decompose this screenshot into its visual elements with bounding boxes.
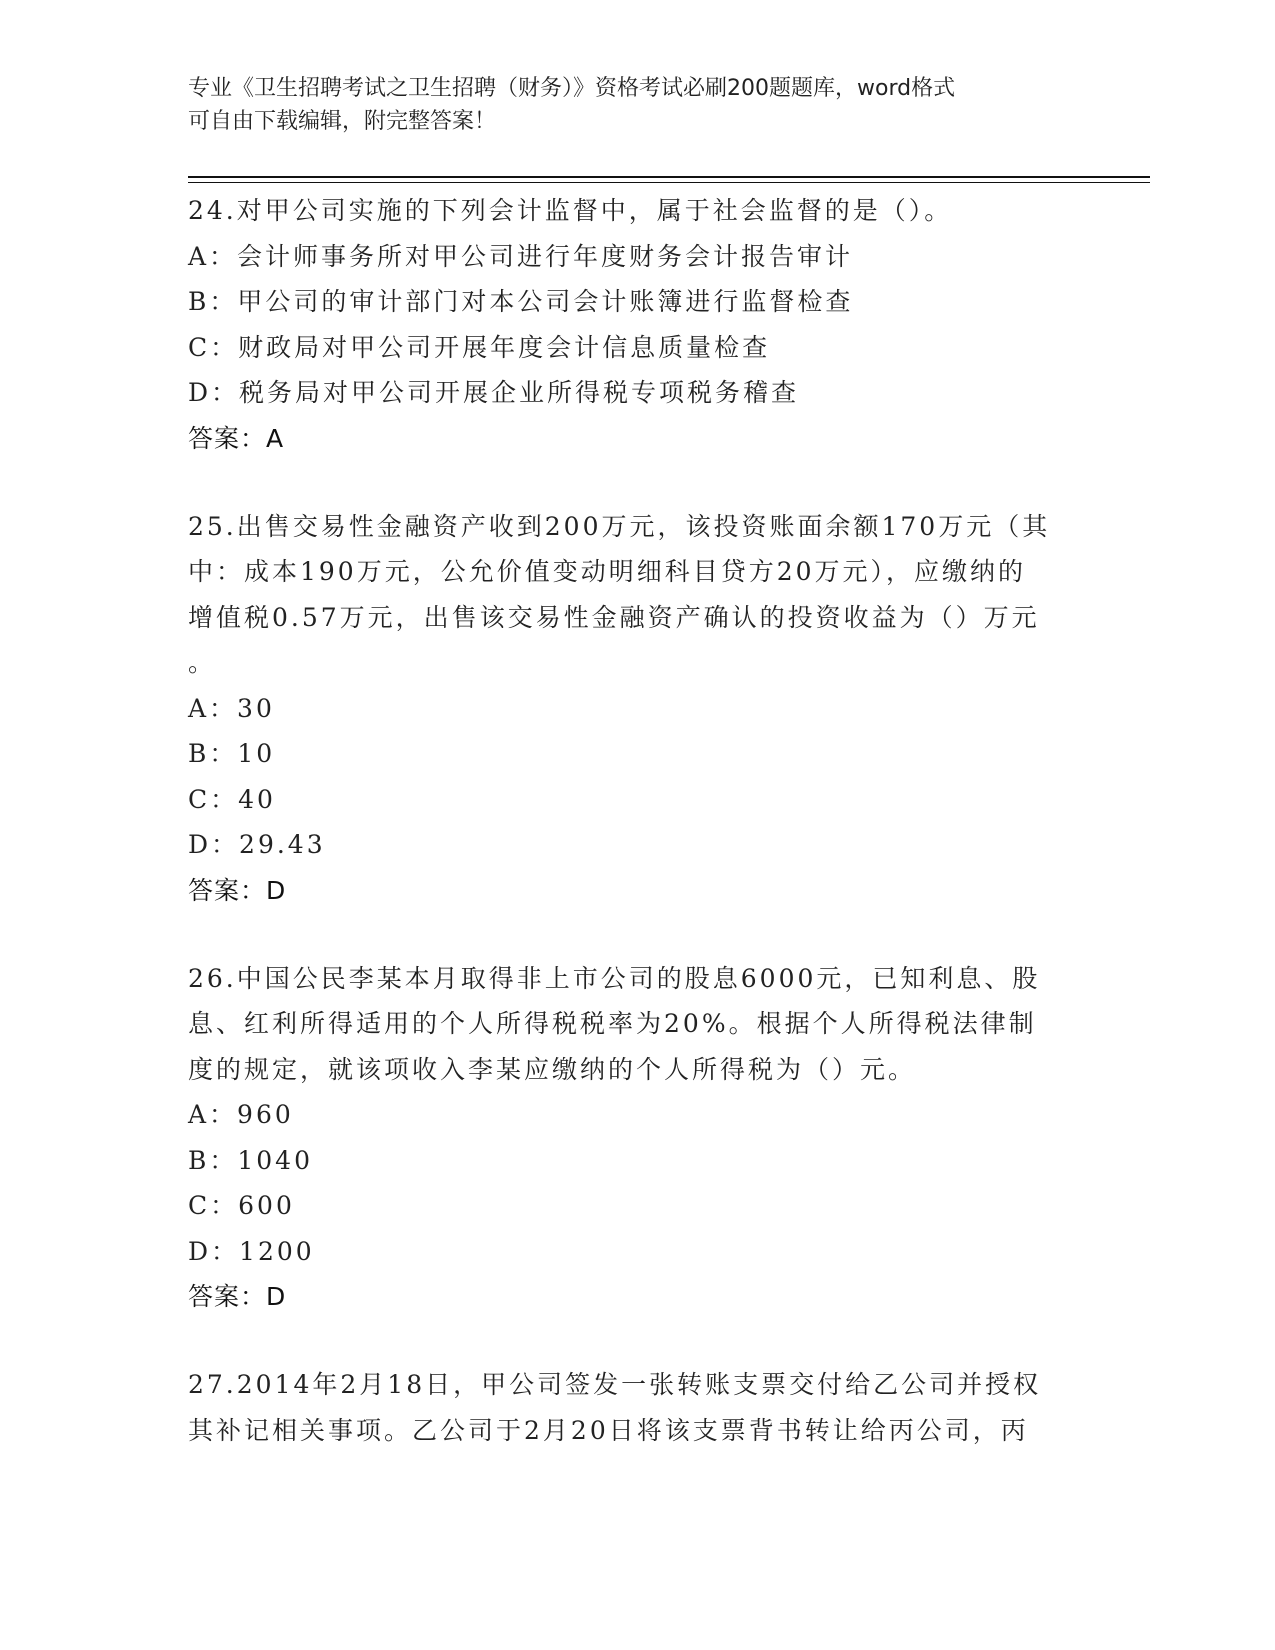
question-text-line: 27.2014年2月18日，甲公司签发一张转账支票交付给乙公司并授权 — [188, 1370, 1042, 1399]
option-d: D：税务局对甲公司开展企业所得税专项税务稽查 — [188, 378, 800, 407]
question-text-line: 度的规定，就该项收入李某应缴纳的个人所得税为（）元。 — [188, 1054, 917, 1084]
option-a: A：会计师事务所对甲公司进行年度财务会计报告审计 — [188, 241, 854, 271]
option-b: B：10 — [188, 739, 276, 768]
question-text-line: 其补记相关事项。乙公司于2月20日将该支票背书转让给丙公司，丙 — [188, 1415, 1029, 1445]
header-line-2: 可自由下载编辑，附完整答案！ — [188, 109, 497, 134]
question-text-line: 24.对甲公司实施的下列会计监督中，属于社会监督的是（）。 — [188, 196, 953, 225]
option-b: B：1040 — [188, 1145, 313, 1175]
question-gap — [188, 913, 1088, 956]
option-b: B：甲公司的审计部门对本公司会计账簿进行监督检查 — [188, 287, 854, 316]
option-c: C：600 — [188, 1191, 295, 1220]
answer-label: 答案：D — [188, 875, 287, 905]
question-text-line: 25.出售交易性金融资产收到200万元，该投资账面余额170万元（其 — [188, 511, 1051, 541]
answer-label: 答案：D — [188, 1282, 287, 1311]
question-text-line: 。 — [188, 648, 217, 677]
question-gap — [188, 1319, 1088, 1362]
question-list — [188, 188, 1088, 1453]
option-d: D：29.43 — [188, 830, 326, 859]
header-line-1: 专业《卫生招聘考试之卫生招聘（财务）》资格考试必刷200题题库，word格式 — [188, 76, 956, 101]
option-a: A：960 — [188, 1100, 294, 1129]
question-25 — [188, 504, 1088, 913]
question-gap — [188, 461, 1088, 504]
question-26 — [188, 956, 1088, 1320]
question-text-line: 息、红利所得适用的个人所得税税率为20%。根据个人所得税法律制 — [188, 1009, 1037, 1038]
header-divider-thick — [188, 176, 1150, 178]
header-divider-thin — [188, 182, 1150, 183]
option-d: D：1200 — [188, 1236, 315, 1266]
document-header — [188, 72, 1068, 138]
option-c: C：财政局对甲公司开展年度会计信息质量检查 — [188, 332, 771, 362]
option-a: A：30 — [188, 693, 275, 723]
question-text-line: 增值税0.57万元，出售该交易性金融资产确认的投资收益为（）万元 — [188, 602, 1040, 632]
option-c: C：40 — [188, 784, 276, 814]
question-text-line: 中：成本190万元，公允价值变动明细科目贷方20万元），应缴纳的 — [188, 557, 1027, 586]
question-text-line: 26.中国公民李某本月取得非上市公司的股息6000元，已知利息、股 — [188, 963, 1041, 993]
question-27 — [188, 1362, 1088, 1453]
question-24 — [188, 188, 1088, 461]
answer-label: 答案：A — [188, 423, 285, 453]
